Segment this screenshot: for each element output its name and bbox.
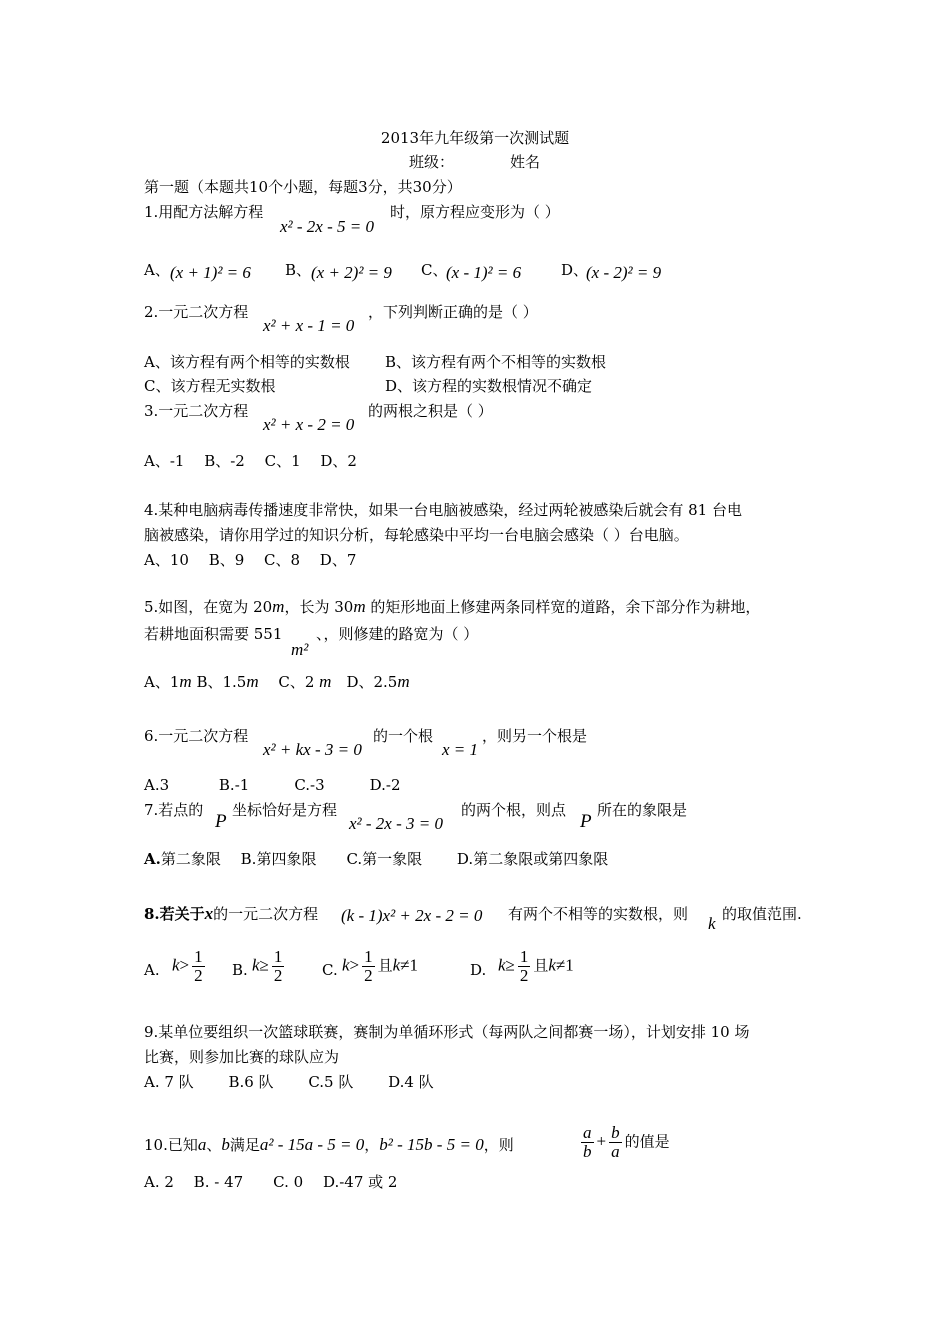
q8-c-ne1: ≠1 (400, 955, 419, 975)
q1-option-b-label: B、 (285, 261, 312, 279)
q10-frac2-den: a (611, 1142, 620, 1161)
q8-equation: (k - 1)x² + 2x - 2 = 0 (341, 906, 483, 925)
q5-opt-a-unit: m (179, 672, 192, 691)
q10-var-a: a (197, 1135, 207, 1154)
q8-d-ne1: ≠1 (555, 955, 574, 975)
q5-line-1 (144, 597, 760, 617)
q10-eq-2: b² - 15b - 5 = 0 (379, 1135, 484, 1154)
q10-stem-b: 满足 (229, 1136, 260, 1154)
q5-opt-d: D、2.5 (331, 673, 398, 691)
q1-stem-pre: 1.用配方法解方程 (144, 203, 264, 221)
q8-c-and: 且 (377, 956, 393, 975)
q10-comma: ， (364, 1136, 380, 1154)
q8-option-c-label: C. (322, 961, 338, 979)
q8-b-fraction (272, 948, 285, 985)
q1-stem-post: 时，原方程应变形为（ ） (390, 203, 560, 221)
q7-options-rest: B.第四象限 C.第一象限 D.第二象限或第四象限 (220, 850, 609, 868)
q8-c-fraction (362, 948, 375, 985)
q5-unit-m-2: m (353, 597, 366, 616)
q7-equation: x² - 2x - 3 = 0 (349, 814, 443, 833)
q1-option-d-label: D、 (561, 261, 589, 279)
q6-options: A.3 B.-1 C.-3 D.-2 (144, 776, 401, 794)
q8-a-k: k (172, 955, 180, 975)
q4-line-1: 4.某种电脑病毒传播速度非常快，如果一台电脑被感染，经过两轮被感染后就会有 81 台电 (144, 501, 742, 519)
q8-a-num: 1 (194, 947, 203, 966)
q6-stem-pre: 6.一元二次方程 (144, 727, 249, 745)
q8-c-num: 1 (364, 947, 373, 966)
q10-frac1-den: b (583, 1142, 592, 1161)
q5-text-b: ，长为 30 (284, 598, 354, 616)
q2-equation: x² + x - 1 = 0 (263, 316, 355, 335)
q10-sep: 、 (206, 1136, 222, 1154)
q2-option-a: A、该方程有两个相等的实数根 (144, 353, 350, 371)
q1-option-c: (x - 1)² = 6 (446, 263, 522, 282)
q4-line-2: 脑被感染，请你用学过的知识分析，每轮感染中平均一台电脑会感染（ ）台电脑。 (144, 526, 689, 544)
q1-option-c-label: C、 (421, 261, 448, 279)
q8-stem-d: 的取值范围. (722, 905, 802, 923)
q5-opt-a: A、1 (144, 673, 180, 691)
q8-variable-x: x (204, 904, 214, 923)
q10-stem-c: ，则 (483, 1136, 514, 1154)
q3-options: A、-1 B、-2 C、1 D、2 (144, 452, 357, 470)
q8-d-den: 2 (519, 966, 529, 985)
q7-stem-b: 坐标恰好是方程 (232, 801, 338, 819)
q8-stem (144, 904, 318, 924)
q5-line-2b: 、，则修建的路宽为（ ） (316, 625, 479, 643)
q10-frac1-num: a (583, 1123, 592, 1142)
q3-equation: x² + x - 2 = 0 (263, 415, 355, 434)
q8-option-a (172, 948, 208, 985)
q10-frac2-num: b (611, 1123, 620, 1142)
q7-stem-a: 7.若点的 (144, 801, 204, 819)
q8-d-num: 1 (519, 947, 529, 966)
q5-opt-b-unit: m (246, 672, 259, 691)
q8-c-k: k (342, 955, 350, 975)
q8-d-fraction (518, 948, 531, 985)
q8-b-num: 1 (273, 947, 283, 966)
q9-options: A. 7 队 B.6 队 C.5 队 D.4 队 (144, 1073, 434, 1091)
q10-options: A. 2 B. - 47 C. 0 D.-47 或 2 (144, 1173, 398, 1191)
q10-stem-a: 10.已知 (144, 1136, 198, 1154)
q8-option-b-label: B. (232, 961, 248, 979)
q6-root: x = 1 (442, 740, 479, 759)
q9-line-2: 比赛，则参加比赛的球队应为 (144, 1048, 340, 1066)
q8-a-fraction (192, 948, 205, 985)
q5-opt-c-unit: m (319, 672, 332, 691)
q7-point-p-2: P (580, 811, 592, 832)
q8-option-c (342, 948, 418, 985)
q5-options (144, 672, 410, 692)
q8-c-gt: > (349, 955, 360, 975)
q1-option-b: (x + 2)² = 9 (311, 263, 392, 282)
q1-stem (144, 202, 263, 222)
q10-eq-1: a² - 15a - 5 = 0 (259, 1135, 365, 1154)
q7-point-p-1: P (215, 811, 227, 832)
q2-stem-post: ，下列判断正确的是（ ） (368, 303, 538, 321)
q10-frac-b-a (609, 1124, 622, 1161)
q7-option-a-label: A. (144, 850, 161, 868)
q10-stem-d: 的值是 (624, 1132, 670, 1151)
q6-equation: x² + kx - 3 = 0 (263, 740, 362, 759)
q5-opt-c: C、2 (258, 673, 320, 691)
q8-stem-c: 有两个不相等的实数根，则 (508, 905, 689, 923)
q6-stem-mid: 的一个根 (373, 727, 434, 745)
q2-stem-pre: 2.一元二次方程 (144, 303, 249, 321)
q8-option-d-label: D. (470, 961, 487, 979)
q8-d-ge: ≥ (505, 955, 515, 975)
page-title: 2013年九年级第一次测试题 (380, 129, 570, 147)
q1-equation: x² - 2x - 5 = 0 (280, 217, 374, 236)
q3-stem-pre: 3.一元二次方程 (144, 402, 249, 420)
q8-stem-a: 8.若关于 (144, 905, 205, 923)
q6-stem-post: ，则另一个根是 (482, 727, 588, 745)
q10-frac-a-b (581, 1124, 594, 1161)
q10-stem (144, 1135, 514, 1155)
q2-option-b: B、该方程有两个不相等的实数根 (385, 353, 607, 371)
q5-opt-d-unit: m (397, 672, 410, 691)
q8-b-k: k (252, 955, 260, 975)
q8-b-den: 2 (273, 966, 283, 985)
q10-expression (578, 1124, 670, 1161)
q8-option-d (498, 948, 574, 985)
q10-plus: + (596, 1131, 607, 1151)
q8-d-and: 且 (533, 956, 549, 975)
q7-options (144, 849, 608, 869)
q1-option-a: (x + 1)² = 6 (170, 263, 251, 282)
q8-d-k: k (498, 955, 506, 975)
q10-var-b: b (221, 1135, 230, 1154)
q5-text-c: 的矩形地面上修建两条同样宽的道路，余下部分作为耕地， (365, 598, 761, 616)
q5-opt-b: B、1.5 (191, 673, 247, 691)
q1-option-a-label: A、 (144, 261, 170, 279)
q8-b-ge: ≥ (259, 955, 269, 975)
q9-line-1: 9.某单位要组织一次篮球联赛，赛制为单循环形式（每两队之间都赛一场），计划安排 10 场 (144, 1023, 750, 1041)
q2-option-d: D、该方程的实数根情况不确定 (385, 377, 593, 395)
q1-option-d: (x - 2)² = 9 (586, 263, 662, 282)
q8-option-a-label: A. (144, 961, 160, 979)
q2-option-c: C、该方程无实数根 (144, 377, 276, 395)
q5-line-2a: 若耕地面积需要 551 (144, 625, 283, 643)
class-label: 班级： (409, 153, 455, 171)
q4-options: A、10 B、9 C、8 D、7 (144, 551, 357, 569)
q5-unit-m-1: m (272, 597, 285, 616)
q8-c-k2: k (392, 955, 401, 975)
q7-stem-c: 的两个根，则点 (461, 801, 567, 819)
q7-option-a: 第二象限 (160, 850, 221, 868)
q8-a-den: 2 (194, 966, 203, 985)
q8-a-gt: > (179, 955, 190, 975)
q8-option-b (252, 948, 287, 985)
name-label: 姓名 (510, 153, 541, 171)
q5-area-unit: m² (291, 640, 309, 659)
q7-stem-d: 所在的象限是 (597, 801, 688, 819)
q3-stem-post: 的两根之积是（ ） (368, 402, 493, 420)
q8-d-k2: k (548, 955, 556, 975)
q5-text-a: 5.如图，在宽为 20 (144, 598, 273, 616)
q8-stem-b: 的一元二次方程 (213, 905, 319, 923)
section-heading: 第一题（本题共10个小题，每题3分，共30分） (144, 178, 462, 196)
q8-variable-k: k (708, 914, 716, 933)
q8-c-den: 2 (364, 966, 373, 985)
